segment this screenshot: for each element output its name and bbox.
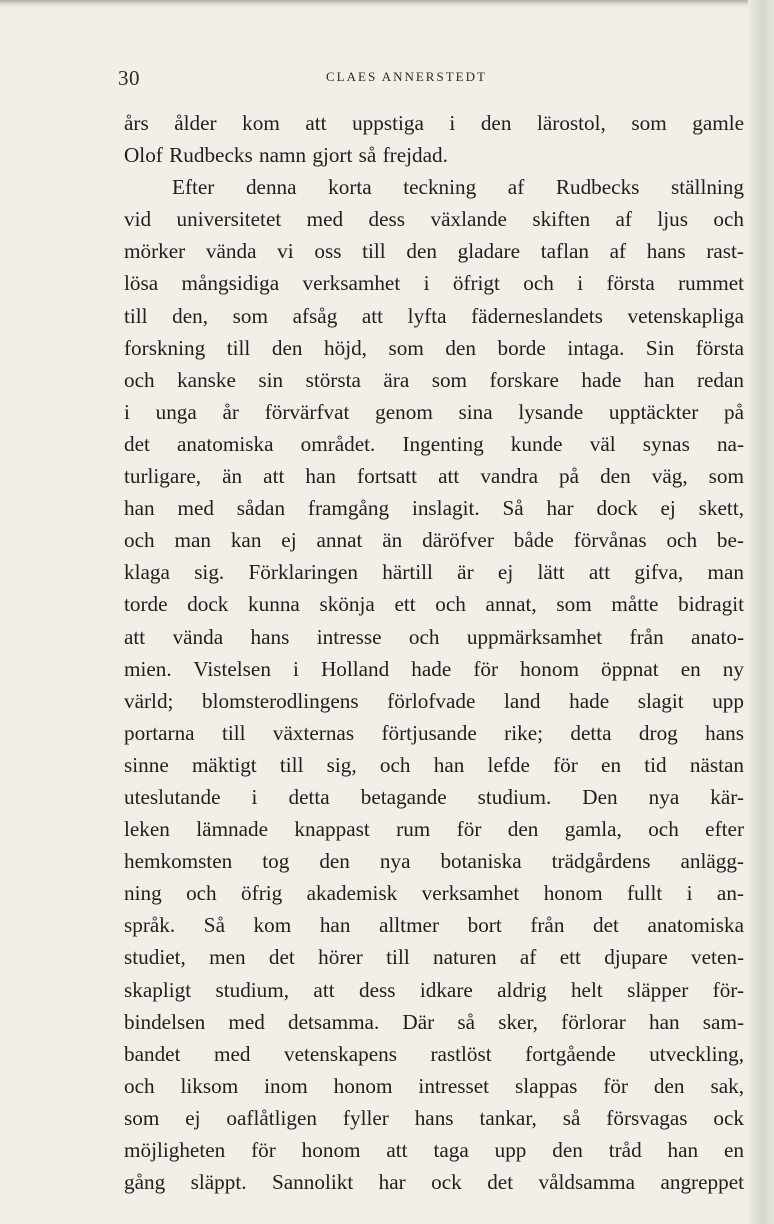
- text-line: i unga år förvärfvat genom sina lysande upptäckter på: [124, 399, 744, 424]
- text-line: bindelsen med detsamma. Där så sker, förlorar han sam-: [124, 1009, 744, 1034]
- body-text: [124, 107, 744, 1198]
- text-line: turligare, än att han fortsatt att vandra på den väg, som: [124, 464, 744, 489]
- text-line: Efter denna korta teckning af Rudbecks ställning: [172, 175, 744, 200]
- text-line: hemkomsten tog den nya botaniska trädgårdens anlägg-: [124, 849, 744, 874]
- text-line: vid universitetet med dess växlande skiften af ljus och: [124, 207, 744, 232]
- text-line: och kanske sin största ära som forskare hade han redan: [124, 367, 744, 392]
- text-line: klaga sig. Förklaringen härtill är ej lätt att gifva, man: [124, 560, 744, 585]
- text-line: och man kan ej annat än däröfver både förvånas och be-: [124, 528, 744, 553]
- text-line: möjligheten för honom att taga upp den tråd han en: [124, 1138, 744, 1162]
- text-line: lösa mångsidiga verksamhet i öfrigt och i första rummet: [124, 271, 744, 296]
- text-line: som ej oaflåtligen fyller hans tankar, så försvagas ock: [124, 1105, 744, 1130]
- text-line: leken lämnade knappast rum för den gamla, och efter: [124, 817, 744, 842]
- text-line: mörker vända vi oss till den gladare taflan af hans rast-: [124, 239, 744, 264]
- text-line: uteslutande i detta betagande studium. Den nya kär-: [124, 784, 744, 809]
- text-line: studiet, men det hörer till naturen af ett djupare veten-: [124, 945, 744, 970]
- text-line: till den, som afsåg att lyfta fäderneslandets vetenskapliga: [124, 303, 744, 328]
- text-line: värld; blomsterodlingens förlofvade land hade slagit upp: [124, 688, 744, 713]
- page-header: [118, 66, 738, 96]
- text-line: forskning till den höjd, som den borde intaga. Sin första: [124, 335, 744, 360]
- text-line: års ålder kom att uppstiga i den lärostol, som gamle: [124, 111, 744, 135]
- text-line: han med sådan framgång inslagit. Så har dock ej skett,: [124, 496, 744, 521]
- text-line: portarna till växternas förtjusande rike; detta drog hans: [124, 720, 744, 745]
- text-line: att vända hans intresse och uppmärksamhet från anato-: [124, 624, 744, 649]
- text-line: bandet med vetenskapens rastlöst fortgående utveckling,: [124, 1041, 744, 1066]
- page-edge: [748, 0, 774, 1224]
- text-line: språk. Så kom han alltmer bort från det anatomiska: [124, 913, 744, 938]
- text-line: skapligt studium, att dess idkare aldrig helt släpper för-: [124, 977, 744, 1002]
- text-line: torde dock kunna skönja ett och annat, som måtte bidragit: [124, 592, 744, 617]
- text-line: Olof Rudbecks namn gjort så frejdad.: [124, 143, 448, 168]
- text-line: gång släppt. Sannolikt har ock det våldsamma angreppet: [124, 1170, 744, 1195]
- text-line: sinne mäktigt till sig, och han lefde för en tid nästan: [124, 752, 744, 777]
- running-head: CLAES ANNERSTEDT: [326, 69, 487, 84]
- text-line: mien. Vistelsen i Holland hade för honom öppnat en ny: [124, 656, 744, 681]
- page-number: 30: [118, 66, 140, 90]
- text-line: det anatomiska området. Ingenting kunde väl synas na-: [124, 431, 744, 456]
- text-line: och liksom inom honom intresset slappas för den sak,: [124, 1073, 744, 1098]
- text-line: ning och öfrig akademisk verksamhet honom fullt i an-: [124, 881, 744, 906]
